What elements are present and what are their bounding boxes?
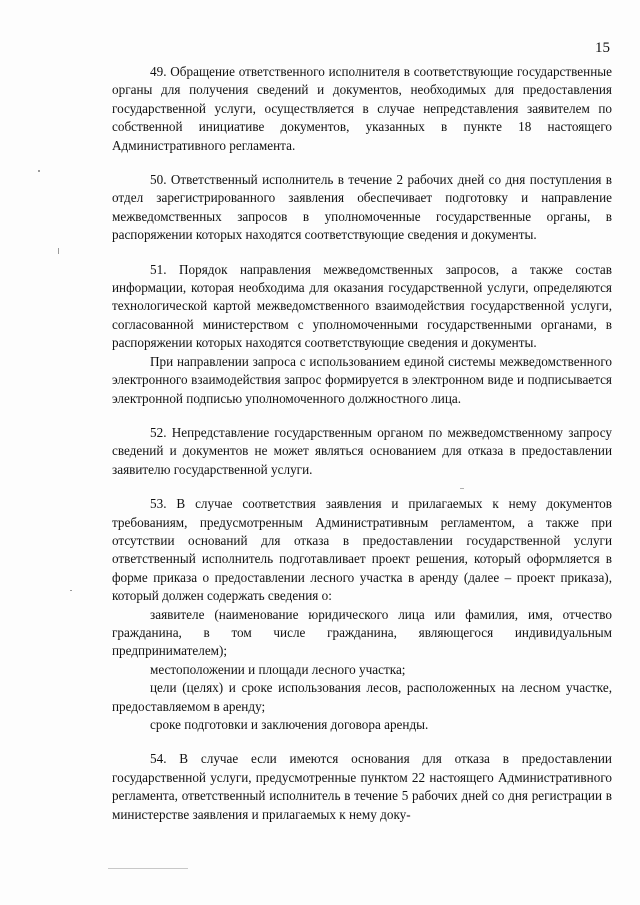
document-body	[112, 63, 612, 824]
paragraph-52: 52. Непредставление государственным органом по межведомственному запросу сведений и документов не может являться основанием для отказа в предоставлении заявителю государственной услуги.	[112, 424, 612, 477]
paragraph-51-continued: При направлении запроса с использованием единой системы межведомственного электронного взаимодействия запрос формируется в электронном виде и подписывается электронной подписью уполномоченного должностного лица.	[112, 353, 612, 406]
scan-speck	[58, 248, 59, 254]
list-item-location: местоположении и площади лесного участка;	[150, 661, 406, 677]
scan-speck	[38, 170, 40, 172]
paragraph-50: 50. Ответственный исполнитель в течение 2 рабочих дней со дня поступления в отдел зарегистрированного заявления обеспечивает подготовку и направление межведомственных запросов в уполномоченные государственные органы, в распоряжении которых находятся соответствующие сведения и документы.	[112, 172, 612, 243]
paragraph-53: 53. В случае соответствия заявления и прилагаемых к нему документов требованиям, предусмотренным Административным регламентом, а также при отсутствии оснований для отказа в предоставлении государственной услуги ответственный исполнитель подготавливает проект решения, который оформляется в форме приказа о предоставлении лесного участка в аренду (далее – проект приказа), который должен содержать сведения о:	[112, 496, 612, 604]
scan-edge-line	[108, 868, 188, 869]
paragraph-54: 54. В случае если имеются основания для отказа в предоставлении государственной услуги, предусмотренные пунктом 22 настоящего Административного регламента, ответственный исполнитель в течение 5 рабочих дней со дня регистрации в министерстве заявления и прилагаемых к нему доку-	[112, 751, 612, 822]
page-number: 15	[595, 40, 610, 56]
paragraph-49: 49. Обращение ответственного исполнителя в соответствующие государственные органы для получения сведений и документов, необходимых для предоставления государственной услуги, осуществляется в случае непредставления заявителем по собственной инициативе документов, указанных в пункте 18 настоящего Административного регламента.	[112, 64, 612, 153]
paragraph-51: 51. Порядок направления межведомственных запросов, а также состав информации, которая необходима для оказания государственной услуги, определяются технологической картой межведомственного взаимодействия государственной услуги, согласованной министерством с уполномоченными государственными органами, в распоряжении которых находятся соответствующие сведения и документы.	[112, 261, 612, 351]
scan-speck	[70, 590, 72, 591]
list-item-purpose: цели (целях) и сроке использования лесов, расположенных на лесном участке, предоставляемом в аренду;	[112, 680, 612, 714]
scan-speck	[460, 488, 464, 489]
list-item-applicant: заявителе (наименование юридического лица или фамилия, имя, отчество гражданина, в том числе гражданина, являющегося индивидуальным предпринимателем);	[112, 606, 612, 659]
list-item-term: сроке подготовки и заключения договора аренды.	[150, 717, 429, 732]
